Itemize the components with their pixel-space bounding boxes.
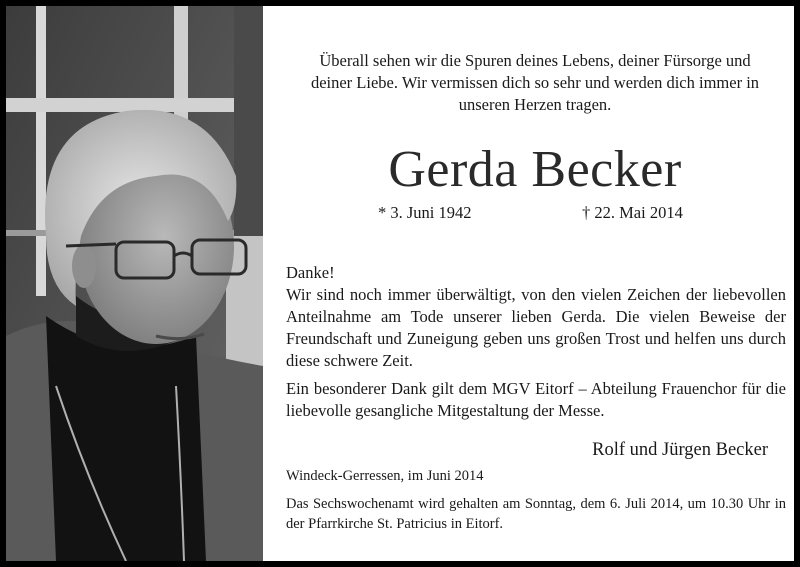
mass-announcement: Das Sechswochenamt wird gehalten am Sonntag, dem 6. Juli 2014, um 10.30 Uhr in der Pfarrkirche St. Patricius in Eitorf. — [286, 496, 786, 532]
thanks-section — [286, 262, 786, 422]
notice-text — [284, 6, 786, 561]
thanks-paragraph: Ein besonderer Dank gilt dem MGV Eitorf – Abteilung Frauenchor für die liebevolle gesangliche Mitgestaltung der Messe. — [286, 379, 786, 420]
death-date: † 22. Mai 2014 — [582, 203, 683, 222]
deceased-name: Gerda Becker — [388, 141, 682, 198]
portrait-photo — [6, 6, 263, 561]
verse-line: Überall sehen wir die Spuren deines Lebens, deiner Fürsorge und — [319, 51, 751, 70]
family-signature: Rolf und Jürgen Becker — [592, 440, 768, 460]
portrait-photo-icon — [6, 6, 263, 561]
birth-date: * 3. Juni 1942 — [378, 203, 472, 222]
place-date: Windeck-Gerressen, im Juni 2014 — [286, 468, 484, 484]
thanks-greeting: Danke! — [286, 263, 335, 282]
verse-line: unseren Herzen tragen. — [458, 95, 612, 114]
life-dates — [284, 203, 786, 227]
verse-line: deiner Liebe. Wir vermissen dich so sehr und werden dich immer in — [310, 73, 760, 92]
thanks-paragraph: Wir sind noch immer überwältigt, von den vielen Zeichen der liebevollen Anteilnahme am Tode unserer lieben Gerda. Die vielen Beweise der Freundschaft und Zuneigung geben uns großen Trost und helfen uns durch diese schwere Zeit. — [286, 285, 786, 370]
memorial-verse — [284, 50, 786, 116]
